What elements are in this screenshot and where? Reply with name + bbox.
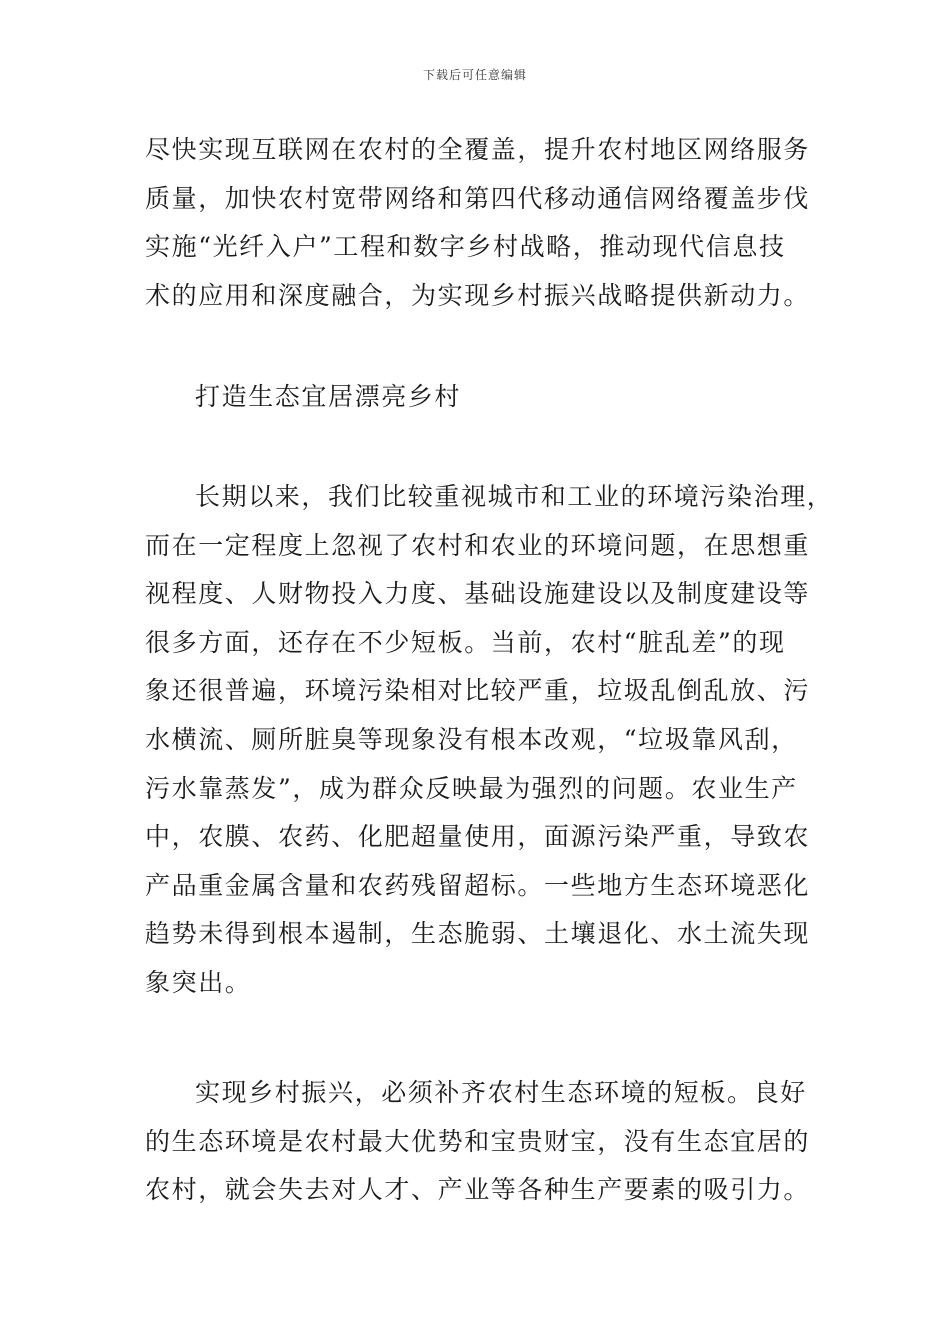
paragraph-line: 实现乡村振兴，必须补齐农村生态环境的短板。良好 xyxy=(195,1078,807,1107)
paragraph-line: 农村，就会失去对人才、产业等各种生产要素的吸引力。 xyxy=(145,1175,811,1205)
paragraph-line: 趋势未得到根本遏制，生态脆弱、土壤退化、水土流失现 xyxy=(145,919,811,949)
section-heading xyxy=(145,373,845,422)
paragraph-rural-revitalization xyxy=(145,1069,845,1215)
section-heading-text: 打造生态宜居漂亮乡村 xyxy=(195,382,462,411)
paragraph-line: 实施“光纤入户”工程和数字乡村战略，推动现代信息技 xyxy=(145,232,786,262)
paragraph-line: 的生态环境是农村最大优势和宝贵财宝，没有生态宜居的 xyxy=(145,1126,811,1156)
paragraph-line: 质量，加快农村宽带网络和第四代移动通信网络覆盖步伐 xyxy=(145,183,811,213)
paragraph-line: 产品重金属含量和农药残留超标。一些地方生态环境恶化 xyxy=(145,870,811,900)
paragraph-line: 而在一定程度上忽视了农村和农业的环境问题，在思想重 xyxy=(145,530,811,560)
paragraph-line: 中，农膜、农药、化肥超量使用，面源污染严重，导致农 xyxy=(145,822,811,852)
paragraph-line: 尽快实现互联网在农村的全覆盖，提升农村地区网络服务 xyxy=(145,135,811,164)
paragraph-line: 象突出。 xyxy=(145,967,252,997)
paragraph-line: 很多方面，还存在不少短板。当前，农村“脏乱差”的现 xyxy=(145,627,786,657)
paragraph-line: 术的应用和深度融合，为实现乡村振兴战略提供新动力。 xyxy=(145,280,811,310)
header-note: 下载后可任意编辑 xyxy=(422,68,527,82)
paragraph-internet xyxy=(145,126,845,320)
paragraph-line: 视程度、人财物投入力度、基础设施建设以及制度建设等 xyxy=(145,579,811,609)
paragraph-line: 水横流、厕所脏臭等现象没有根本改观，“垃圾靠风刮， xyxy=(145,724,798,754)
paragraph-line: 长期以来，我们比较重视城市和工业的环境污染治理， xyxy=(195,482,834,511)
paragraph-line: 象还很普遍，环境污染相对比较严重，垃圾乱倒乱放、污 xyxy=(145,676,811,706)
paragraph-line: 污水靠蒸发”，成为群众反映最为强烈的问题。农业生产 xyxy=(145,773,798,803)
paragraph-environment-problems xyxy=(145,473,845,1008)
